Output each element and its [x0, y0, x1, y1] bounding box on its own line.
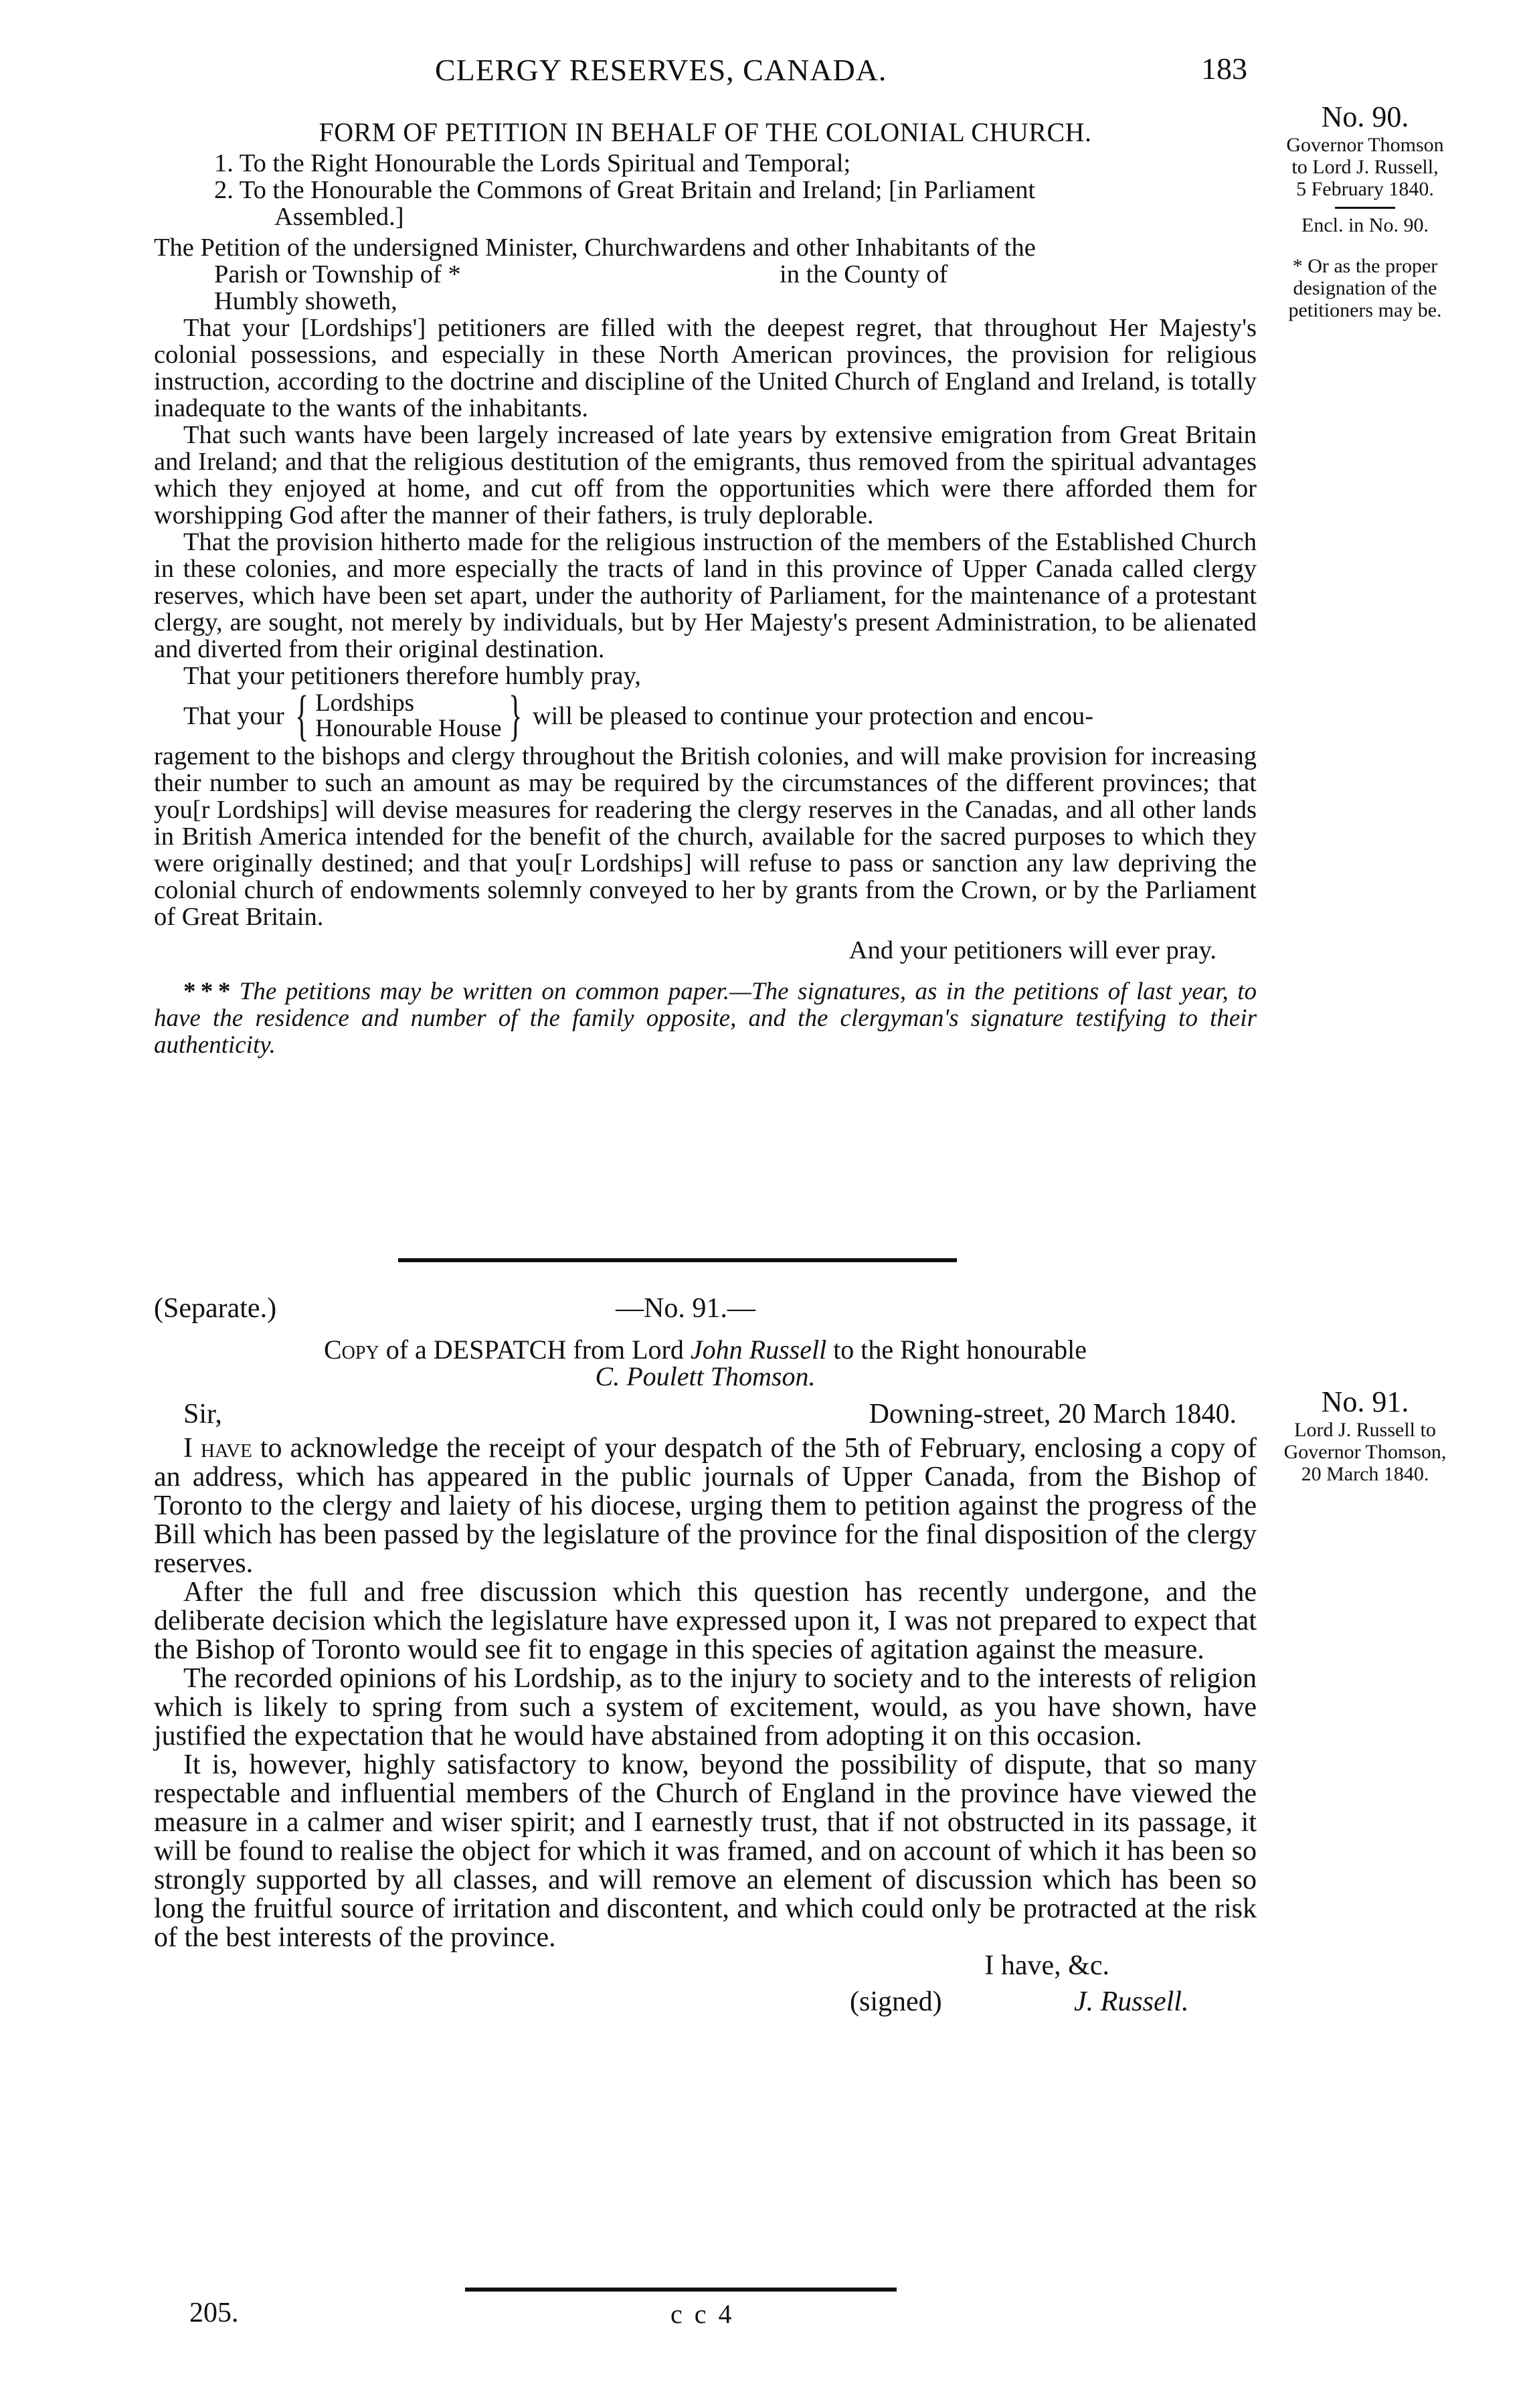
despatch-number: —No. 91.—: [616, 1293, 755, 1324]
separate-label: (Separate.): [154, 1293, 277, 1324]
petition-closing: And your petitioners will ever pray.: [848, 936, 1217, 964]
petition-address-2: 2. To the Honourable the Commons of Great Britain and Ireland; [in Parliament: [214, 176, 1036, 204]
note-text: The petitions may be written on common paper.—The signatures, as in the petitions of last year, to have the residence and number of the family opposite, and the clergyman's signature testifying to their authenticity.: [154, 978, 1257, 1059]
title-of: of a: [379, 1335, 434, 1365]
despatch-paragraph: [154, 1434, 1257, 1578]
despatch-close: I have, &c.: [984, 1950, 1109, 1981]
margin-note-line: 20 March 1840.: [1301, 1463, 1429, 1485]
despatch-paragraph: After the full and free discussion which this question has recently undergone, and the deliberate decision which the legislature have expressed upon it, I was not prepared to expect that the Bishop of Toronto would see fit to engage in this species of agitation against the measure.: [154, 1577, 1257, 1665]
margin-note-divider: [1335, 207, 1395, 209]
footnote-line: * Or as the proper: [1292, 255, 1438, 277]
margin-note-line: Governor Thomson,: [1283, 1441, 1447, 1463]
footer-divider: [465, 2288, 897, 2292]
petition-county-label: in the County of: [780, 260, 948, 288]
petition-brace-line: [154, 685, 1257, 747]
signature-name: J. Russell.: [1074, 1986, 1189, 2017]
petition-title: FORM OF PETITION IN BEHALF OF THE COLONIAL CHURCH.: [319, 117, 1092, 147]
despatch-paragraph: The recorded opinions of his Lordship, as to the injury to society and to the interests of religion which is likely to spring from such a system of excitement, would, as you have shown, have justified the expectation that he would have abstained from adopting it on this occasion.: [154, 1663, 1257, 1751]
margin-note-number: No. 90.: [1321, 100, 1409, 133]
footer-number: 205.: [189, 2298, 239, 2328]
despatch-title: [154, 1337, 1257, 1363]
petition-parish-line: [154, 261, 1257, 288]
petition-paragraph: That such wants have been largely increased of late years by extensive emigration from Great Britain and Ireland; and that the religious destitution of the emigrants, thus removed from the spiritual advantages which they enjoyed at home, and cut off from the opportunities which were there afforded them for worshipping God after the manner of their fathers, is truly deplorable.: [154, 421, 1257, 529]
petition-intro: The Petition of the undersigned Minister, Churchwardens and other Inhabitants of the: [154, 234, 1036, 262]
place-date: Downing-street, 20 March 1840.: [869, 1399, 1237, 1430]
footnote-line: designation of the: [1293, 277, 1437, 299]
title-despatch: DESPATCH: [433, 1335, 567, 1365]
salutation: Sir,: [183, 1399, 222, 1430]
petition-section: [154, 119, 1257, 1059]
despatch-lead: I have: [183, 1433, 252, 1464]
title-copy: Copy: [323, 1335, 379, 1365]
petition-paragraph: ragement to the bishops and clergy throughout the British colonies, and will make provision for increasing their number to such an amount as may be required by the circumstances of the different provinces; that you[r Lordships] will devise measures for readering the clergy reserves in the Canadas, and all other lands in British America intended for the benefit of the church, available for the sacred purposes to which they were originally destined; and that you[r Lordships] will refuse to pass or sanction any law depriving the colonial church of endowments solemnly conveyed to her by grants from the Crown, or by the Parliament of Great Britain.: [154, 742, 1257, 931]
brace-suffix: will be pleased to continue your protection and encou-: [532, 702, 1094, 730]
brace-group: [288, 685, 529, 747]
section-divider: [398, 1258, 957, 1262]
despatch-recipient: C. Poulett Thomson.: [595, 1361, 816, 1391]
brace-options: [315, 691, 501, 742]
signature-mark: c c 4: [670, 2299, 735, 2329]
petition-parish-label: Parish or Township of *: [214, 260, 461, 288]
margin-note-line: Lord J. Russell to: [1294, 1419, 1436, 1441]
despatch-salutation-line: [154, 1401, 1257, 1434]
margin-note-enclosure: Encl. in No. 90.: [1301, 214, 1429, 236]
petition-showeth: Humbly showeth,: [214, 287, 397, 315]
margin-note-line: 5 February 1840.: [1296, 178, 1434, 200]
right-brace-icon: }: [508, 685, 522, 747]
margin-note-line: Governor Thomson: [1286, 134, 1444, 156]
signed-label: (signed): [850, 1986, 942, 2017]
margin-note-90: [1265, 100, 1465, 321]
title-sender: John Russell: [690, 1335, 827, 1365]
title-to: to the Right honourable: [826, 1335, 1087, 1365]
brace-prefix: That your: [183, 702, 284, 730]
margin-note-number: No. 91.: [1321, 1385, 1409, 1418]
petition-paragraph: That the provision hitherto made for the religious instruction of the members of the Established Church in these colonies, and more especially the tracts of land in this province of Upper Canada called clergy reserves, which have been set apart, under the authority of Parliament, for the maintenance of a protestant clergy, are sought, not merely by individuals, but by Her Majesty's present Administration, to be alienated and diverted from their original destination.: [154, 528, 1257, 663]
margin-note-91: [1265, 1385, 1465, 1485]
footnote-line: petitioners may be.: [1288, 299, 1442, 321]
despatch-signature-line: [154, 1988, 1257, 2026]
brace-option-lordships: Lordships: [315, 689, 415, 717]
left-brace-icon: {: [294, 685, 308, 747]
margin-note-line: to Lord J. Russell,: [1291, 156, 1439, 178]
petition-paragraph: That your [Lordships'] petitioners are filled with the deepest regret, that throughout Her Majesty's colonial possessions, and especially in these North American provinces, the provision for religious instruction, according to the doctrine and discipline of the United Church of England and Ireland, is totally inadequate to the wants of the inhabitants.: [154, 314, 1257, 422]
despatch-paragraph: It is, however, highly satisfactory to know, beyond the possibility of dispute, that so many respectable and influential members of the Church of England in the province have viewed the measure in a calmer and wiser spirit; and I earnestly trust, that if not obstructed in its passage, it will be found to realise the object for which it was framed, and on account of which it has been so strongly supported by all classes, and will remove an element of discussion which has been so long the fruitful source of irritation and discontent, and which could only be protracted at the risk of the best interests of the province.: [154, 1749, 1257, 1953]
title-from: from Lord: [566, 1335, 691, 1365]
running-title: CLERGY RESERVES, CANADA.: [435, 53, 887, 87]
petition-pray-line: That your petitioners therefore humbly pray,: [183, 662, 641, 690]
despatch-text: to acknowledge the receipt of your despatch of the 5th of February, enclosing a copy of an address, which has appeared in the public journals of Upper Canada, from the Bishop of Toronto to the clergy and laiety of his diocese, urging them to petition against the progress of the Bill which has been passed by the legislature of the province for the final disposition of the clergy reserves.: [154, 1433, 1257, 1579]
note-asterisks: * * *: [183, 978, 231, 1005]
page-number: 183: [1201, 52, 1247, 86]
despatch-section: [154, 1295, 1257, 2026]
petition-address-2b: Assembled.]: [274, 203, 404, 231]
despatch-header-line: [154, 1295, 1257, 1330]
petition-note: [154, 978, 1257, 1059]
petition-address-1: 1. To the Right Honourable the Lords Spiritual and Temporal;: [214, 149, 851, 177]
brace-option-house: Honourable House: [315, 715, 502, 742]
